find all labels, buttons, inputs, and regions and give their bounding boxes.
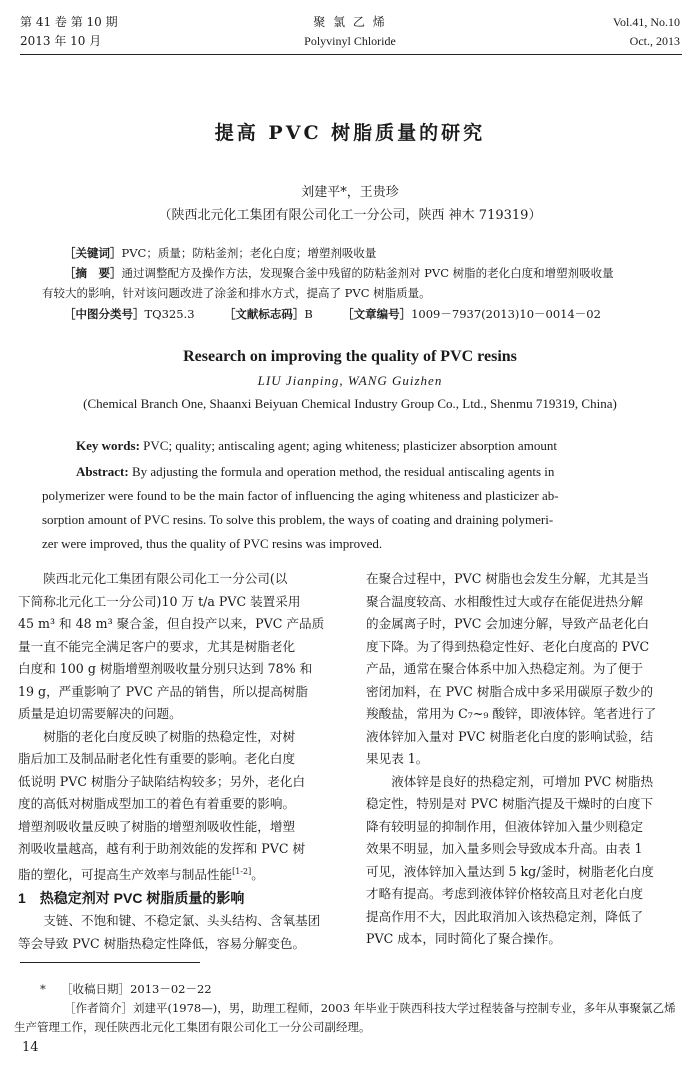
author-bio-label: ［作者简介］ (64, 1001, 133, 1015)
keywords-en (76, 438, 676, 454)
left-p2-line: 增塑剂吸收量反映了树脂的增塑剂吸收性能，增塑 (18, 818, 296, 834)
header-date-cn: 2013 年 10 月 (20, 34, 102, 48)
right-p1-line: 果见表 1。 (366, 751, 429, 766)
abstract-en-line2: polymerizer were found to be the main factor of influencing the aging whiteness and plasticizer ab- (42, 488, 559, 503)
article-number-label: ［文章编号］ (342, 307, 412, 321)
clc-value: TQ325.3 (144, 307, 195, 321)
body-right-column (366, 568, 686, 951)
right-p2-line: 才略有提高。考虑到液体锌价格较高且对老化白度 (366, 886, 644, 901)
abstract-en-line3: sorption amount of PVC resins. To solve this problem, the ways of coating and draining polymeri- (42, 512, 554, 527)
header-date-en: Oct., 2013 (629, 34, 680, 48)
left-p2-end: 。 (251, 866, 264, 882)
left-paragraph-2 (18, 726, 338, 887)
section-heading-1: 1 热稳定剂对 PVC 树脂质量的影响 (18, 890, 245, 907)
left-p1-line: 量一直不能完全满足客户的要求，尤其是树脂老化 (18, 638, 296, 654)
right-p1-line: 度下降。为了得到热稳定性好、老化白度高的 PVC (366, 638, 650, 654)
authors-en: LIU Jianping, WANG Guizhen (257, 373, 443, 388)
right-p1-line: 产品，通常在聚合体系中加入热稳定剂。为了便于 (366, 661, 644, 676)
authors-cn: 刘建平*，王贵珍 (301, 185, 399, 200)
left-p2-line: 脂后加工及制品耐老化性有重要的影响。老化白度 (18, 751, 296, 766)
abstract-en-line1 (76, 460, 676, 484)
classification-line (64, 305, 684, 323)
left-paragraph-3 (18, 910, 338, 955)
body-left-column (18, 568, 338, 955)
doc-code-label: ［文献标志码］ (223, 307, 305, 321)
keywords-cn (64, 244, 684, 262)
left-p1-line: 45 m³ 和 48 m³ 聚合釜，但自投产以来，PVC 产品质 (18, 616, 325, 631)
affiliation-en: (Chemical Branch One, Shaanxi Beiyuan Chemical Industry Group Co., Ltd., Shenmu 719319, China) (83, 396, 617, 411)
right-paragraph-2 (366, 771, 686, 951)
right-p1-line: 密闭加料，在 PVC 树脂合成中多采用碳原子数少的 (366, 683, 654, 699)
left-p1-line: 19 g，严重影响了 PVC 产品的销售，所以提高树脂 (18, 683, 308, 699)
received-date: 2013－02－22 (130, 982, 212, 996)
abstract-cn-line1 (64, 264, 684, 282)
right-p2-line: 提高作用不大，因此取消加入该热稳定剂，降低了 (366, 908, 644, 924)
keywords-en-label: Key words: (76, 438, 140, 453)
keywords-cn-text: PVC；质量；防粘釜剂；老化白度；增塑剂吸收量 (121, 246, 377, 260)
right-paragraph-1 (366, 568, 686, 771)
received-label: ［收稿日期］ (61, 982, 131, 996)
affiliation-cn: （陕西北元化工集团有限公司化工一分公司，陕西 神木 719319） (158, 208, 542, 223)
right-p1-line: 在聚合过程中，PVC 树脂也会发生分解，尤其是当 (366, 571, 650, 586)
header-journal-cn: 聚 氯 乙 烯 (313, 15, 387, 29)
article-number-value: 1009－7937(2013)10－0014－02 (411, 307, 601, 321)
abstract-en-line4: zer were improved, thus the quality of PVC resins was improved. (42, 536, 383, 551)
keywords-en-text: PVC; quality; antiscaling agent; aging whiteness; plasticizer absorption amount (143, 438, 557, 453)
page-title-en: Research on improving the quality of PVC resins (183, 348, 517, 365)
left-p2-line: 度的高低对树脂成型加工的着色有着重要的影响。 (18, 796, 296, 811)
left-p3-line: 等会导致 PVC 树脂热稳定性降低，容易分解变色。 (18, 935, 306, 951)
abstract-cn-label: ［摘 要］ (64, 266, 122, 280)
right-p2-line: 效果不明显，加入量多则会导致成本升高。由表 1 (366, 841, 643, 856)
header-rule (20, 54, 682, 55)
footnote-rule (20, 962, 200, 963)
left-p1-line: 陕西北元化工集团有限公司化工一分公司(以 (43, 571, 288, 586)
left-p2-line: 树脂的老化白度反映了树脂的热稳定性，对树 (43, 728, 296, 744)
abstract-cn-text-1: 通过调整配方及操作方法，发现聚合釜中残留的防粘釜剂对 PVC 树脂的老化白度和增塑剂吸收量 (121, 266, 614, 280)
header-volume-en: Vol.41, No.10 (612, 15, 680, 29)
doc-code-value: B (304, 307, 313, 321)
right-p2-line: 稳定性，特别是对 PVC 树脂汽提及干燥时的白度下 (366, 796, 654, 811)
author-bio-text: 刘建平(1978—)，男，助理工程师，2003 年毕业于陕西科技大学过程装备与控制专业，多年从事聚氯乙烯 (133, 1001, 676, 1015)
right-p2-line: 可见，液体锌加入量达到 5 kg/釜时，树脂老化白度 (366, 863, 654, 879)
header-volume-cn: 第 41 卷 第 10 期 (20, 15, 118, 29)
right-p1-line: 羧酸盐，常用为 C₇~₉ 酸锌，即液体锌。笔者进行了 (366, 706, 657, 721)
left-p2-line: 低说明 PVC 树脂分子缺陷结构较多；另外，老化白 (18, 773, 306, 789)
left-p1-line: 下简称北元化工一分公司)10 万 t/a PVC 装置采用 (18, 593, 301, 609)
footnote-author-line2: 生产管理工作，现任陕西北元化工集团有限公司化工一分公司副经理。 (14, 1020, 371, 1034)
left-p1-line: 白度和 100 g 树脂增塑剂吸收量分别只达到 78% 和 (18, 661, 313, 676)
clc-label: ［中图分类号］ (64, 307, 145, 321)
right-p1-line: 的金属离子时，PVC 会加速分解，导致产品老化白 (366, 616, 650, 631)
header-journal-en: Polyvinyl Chloride (304, 34, 396, 48)
keywords-cn-label: ［关键词］ (64, 246, 122, 260)
abstract-en-label: Abstract: (76, 464, 129, 479)
right-p2-line: PVC 成本，同时简化了聚合操作。 (366, 931, 561, 946)
right-p1-line: 液体锌加入量对 PVC 树脂老化白度的影响试验，结 (366, 728, 654, 744)
right-p1-line: 聚合温度较高、水相酸性过大或存在能促进热分解 (366, 593, 644, 609)
right-p2-line: 液体锌是良好的热稳定剂，可增加 PVC 树脂热 (391, 773, 654, 789)
left-p1-line: 质量是迫切需要解决的问题。 (18, 706, 182, 721)
left-p2-line: 剂吸收量越高，越有利于助剂效能的发挥和 PVC 树 (18, 841, 306, 856)
citation-ref[interactable]: [1-2] (232, 866, 252, 876)
left-paragraph-1 (18, 568, 338, 726)
left-p3-line: 支链、不饱和键、不稳定氯、头头结构、含氧基团 (43, 913, 321, 929)
page-title-cn: 提高 PVC 树脂质量的研究 (214, 122, 486, 144)
right-p2-line: 降有较明显的抑制作用，但液体锌加入量少则稳定 (366, 818, 644, 834)
abstract-en-text-1: By adjusting the formula and operation method, the residual antiscaling agents in (131, 464, 555, 479)
footnote-star: * (40, 982, 46, 996)
abstract-cn-line2: 有较大的影响，针对该问题改进了涂釜和排水方式，提高了 PVC 树脂质量。 (42, 286, 431, 300)
footnote-author-line1 (64, 999, 684, 1018)
left-p2-line: 脂的塑化，可提高生产效率与制品性能 (18, 866, 233, 882)
footnote-received (40, 980, 680, 999)
page-number: 14 (22, 1040, 39, 1055)
